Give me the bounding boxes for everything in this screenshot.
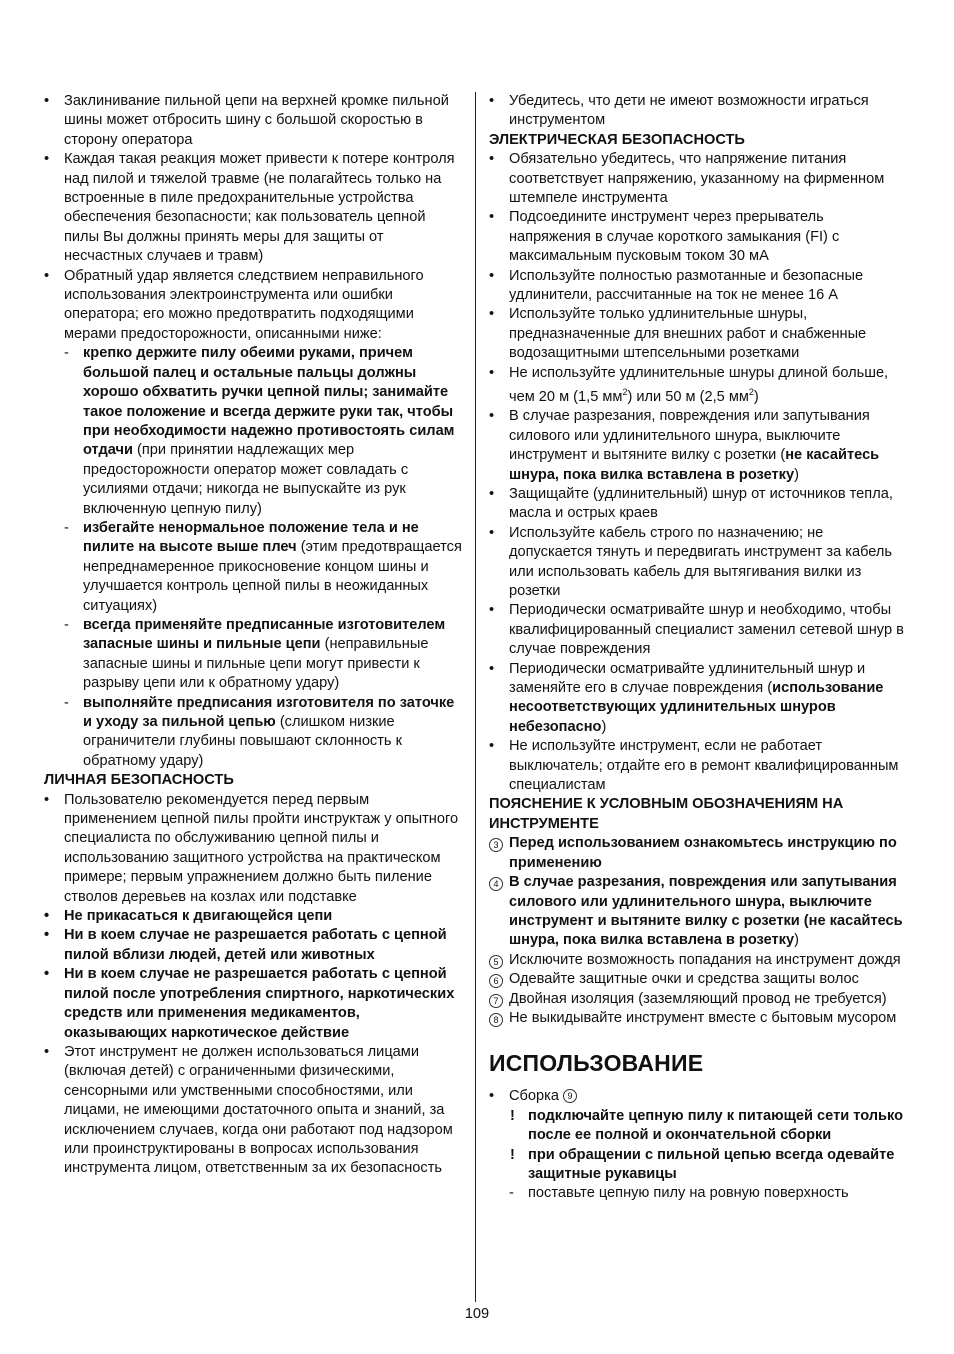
circled-number-icon: 4 [489, 877, 503, 891]
symbol-item [489, 970, 909, 989]
section-heading-symbols: ПОЯСНЕНИЕ К УСЛОВНЫМ ОБОЗНАЧЕНИЯМ НА ИНСТРУМЕНТЕ [489, 796, 844, 832]
page-number: 109 [464, 1306, 490, 1322]
right-column [489, 92, 909, 1204]
list-item: • Убедитесь, что дети не имеют возможности играться инструментом [489, 92, 909, 131]
list-item: • Не используйте инструмент, если не работает выключатель; отдайте его в ремонт квалифицированным специалистам [489, 737, 909, 795]
circled-number-icon: 7 [489, 994, 503, 1008]
list-item [44, 344, 464, 519]
superscript: 2 [748, 387, 754, 398]
list-item: • Используйте только удлинительные шнуры, предназначенные для внешних работ и снабженные водозащитными штепсельными розетками [489, 305, 909, 363]
symbol-item [489, 1009, 909, 1028]
section-heading-electrical-safety: ЭЛЕКТРИЧЕСКАЯ БЕЗОПАСНОСТЬ [489, 131, 745, 148]
list-item: • Используйте полностью размотанные и безопасные удлинители, рассчитанные на ток не менее 16 А [489, 267, 909, 306]
list-item: • Обратный удар является следствием неправильного использования электроинструмента или ошибки оператора; его можно предотвратить подходящими мерами предосторожности, описанными ниже: [44, 267, 464, 345]
circled-number-icon: 6 [489, 974, 503, 988]
list-item: • Пользователю рекомендуется перед первым применением цепной пилы пройти инструктаж у опытного специалиста по обслуживанию цепной пилы и использованию защитного устройства на практическом примере; первым упражнением должно быть пиление стволов деревьев на козлах или подставке [44, 791, 464, 907]
bold-text: всегда применяйте предписанные изготовителем запасные шины и пильные цепи [83, 616, 446, 653]
section-heading-usage: ИСПОЛЬЗОВАНИЕ [489, 1050, 704, 1077]
symbol-item [489, 873, 909, 951]
body-text: Одевайте защитные очки и средства защиты волос [509, 971, 859, 988]
bold-text: использование несоответствующих удлинительных шнуров небезопасно [509, 680, 884, 735]
body-text: ) [753, 388, 759, 405]
list-item [489, 660, 909, 738]
list-item: • Подсоедините инструмент через прерыватель напряжения в случае короткого замыкания (FI) с максимальным пусковым током 30 мА [489, 208, 909, 266]
warning-item: ! подключайте цепную пилу к питающей сети только после ее полной и окончательной сборки [489, 1107, 909, 1146]
body-text: Сборка [509, 1088, 559, 1105]
body-text: В случае разрезания, повреждения или запутывания силового или удлинительного шнура, выключите инструмент и вытяните вилку с розетки ( [509, 408, 870, 464]
superscript: 2 [622, 387, 628, 398]
body-text: (этим предотвращается непреднамеренное прикосновение концом шины и улучшается контроль цепной пилы в неожиданных ситуациях) [83, 539, 462, 614]
symbol-item [489, 834, 909, 873]
list-item [489, 1087, 909, 1106]
left-column [44, 92, 464, 1179]
bold-text: В случае разрезания, повреждения или запутывания силового или удлинительного шнура, выключите инструмент и вытяните вилку с розетки (не касайтесь шнура, пока вилка вставлена в розетку [509, 874, 903, 949]
body-text: Периодически осматривайте удлинительный шнур и заменяйте его в случае повреждения ( [509, 660, 866, 697]
symbol-item [489, 990, 909, 1009]
list-item: • Не прикасаться к двигающейся цепи [44, 907, 464, 926]
list-item: • Ни в коем случае не разрешается работать с цепной пилой вблизи людей, детей или животных [44, 926, 464, 965]
bold-text: крепко держите пилу обеими руками, причем большой палец и остальные пальцы должны хорошо обхватить ручки цепной пилы; занимайте такое положение и всегда держите руки так, чтобы при необходимости надежно противостоять силам отдачи [83, 345, 455, 459]
body-text: ) [794, 466, 799, 483]
body-text: (при принятии надлежащих мер предосторожности оператор может совладать с усилиями отдачи; никогда не выпускайте из рук включенную цепную пилу) [83, 442, 409, 517]
list-item [44, 616, 464, 694]
list-item: • Заклинивание пильной цепи на верхней кромке пильной шины может отбросить шину с большой скоростью в сторону оператора [44, 92, 464, 150]
circled-number-icon: 5 [489, 955, 503, 969]
column-divider [475, 92, 476, 1302]
list-item [44, 519, 464, 616]
body-text: Не выкидывайте инструмент вместе с бытовым мусором [509, 1009, 897, 1026]
bold-text: Перед использованием ознакомьтесь инструкцию по применению [509, 835, 897, 871]
body-text: ) или 50 м (2,5 мм [627, 388, 749, 405]
body-text: ) [601, 718, 607, 735]
list-item: • Ни в коем случае не разрешается работать с цепной пилой после употребления спиртного, наркотических средств или применения медикаментов, оказывающих наркотическое действие [44, 965, 464, 1043]
list-item: • Этот инструмент не должен использоваться лицами (включая детей) с ограниченными физическими, сенсорными или умственными способностями, или лицами, не имеющими достаточного опыта и знаний, за исключением случаев, когда они работают под надзором или проинструктированы в вопросах использования инструмента лицом, ответственным за их безопасность [44, 1043, 464, 1179]
list-item: • Используйте кабель строго по назначению; не допускается тянуть и передвигать инструмент за кабель или использовать кабель для вытягивания вилки из розетки [489, 524, 909, 602]
body-text: Исключите возможность попадания на инструмент дождя [509, 951, 901, 968]
circled-number-icon: 3 [489, 838, 503, 852]
body-text: (неправильные запасные шины и пильные цепи могут привести к разрыву цепи или к обратному удару) [83, 636, 429, 692]
bold-text: избегайте ненормальное положение тела и не пилите на высоте выше плеч [83, 519, 419, 556]
list-item: • Каждая такая реакция может привести к потере контроля над пилой и тяжелой травме (не полагайтесь только на встроенные в пиле предохранительные устройства обеспечения безопасности; как пользователь цепной пилы Вы должны принять меры для защиты от несчастных случаев и травм) [44, 150, 464, 266]
bold-text: не касайтесь шнура, пока вилка вставлена в розетку [509, 447, 880, 483]
list-item: • Периодически осматривайте шнур и необходимо, чтобы квалифицированный специалист заменил сетевой шнур в случае повреждения [489, 601, 909, 659]
list-item [489, 407, 909, 485]
circled-number-icon: 8 [489, 1013, 503, 1027]
list-item [44, 694, 464, 772]
list-item: - поставьте цепную пилу на ровную поверхность [489, 1184, 909, 1203]
circled-number-icon: 9 [563, 1089, 577, 1103]
bold-text: выполняйте предписания изготовителя по заточке и уходу за пильной цепью [83, 694, 455, 730]
body-text: Не используйте удлинительные шнуры длиной больше, чем 20 м (1,5 мм [509, 364, 889, 405]
list-item: • Обязательно убедитесь, что напряжение питания соответствует напряжению, указанному на фирменном штемпеле инструмента [489, 150, 909, 208]
list-item: • Защищайте (удлинительный) шнур от источников тепла, масла и острых краев [489, 485, 909, 524]
section-heading-personal-safety: ЛИЧНАЯ БЕЗОПАСНОСТЬ [44, 772, 234, 789]
body-text: (слишком низкие ограничители глубины повышают склонность к обратному удару) [83, 714, 402, 769]
warning-item: ! при обращении с пильной цепью всегда одевайте защитные рукавицы [489, 1146, 909, 1185]
list-item [489, 364, 909, 408]
body-text: ) [794, 932, 799, 949]
symbol-item [489, 951, 909, 970]
body-text: Двойная изоляция (заземляющий провод не требуется) [509, 990, 887, 1007]
